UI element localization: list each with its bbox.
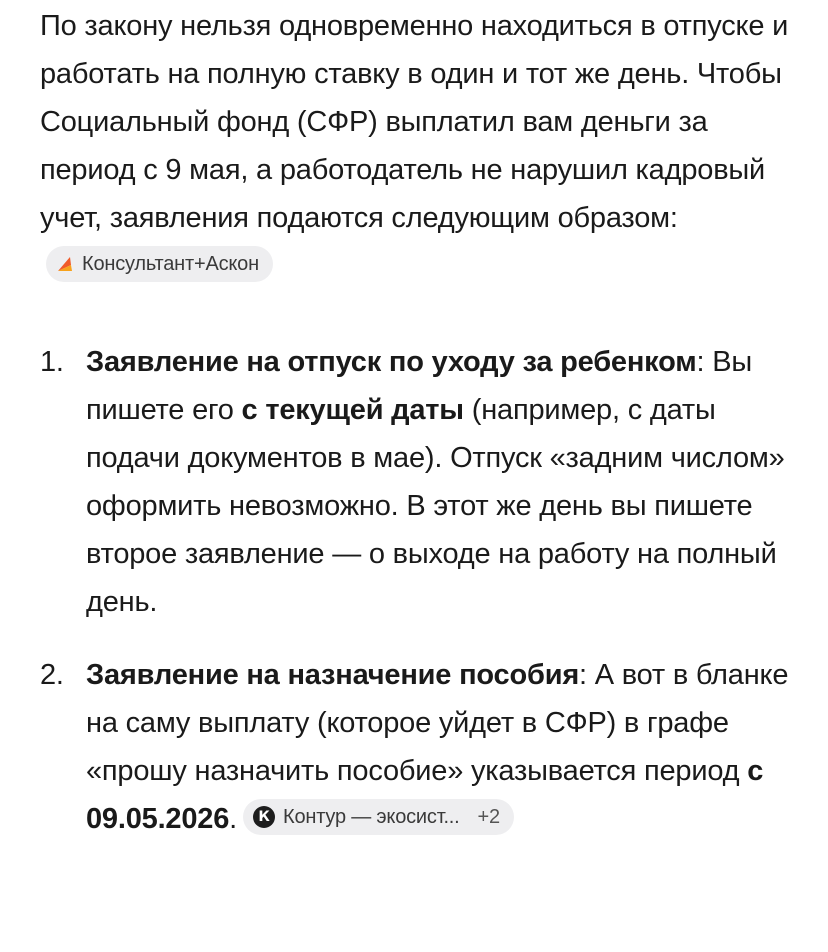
source-chip-konsultant[interactable] (46, 246, 273, 282)
source-chip-kontur[interactable] (243, 799, 514, 835)
message-content (40, 0, 800, 843)
list-item-text-tail: . (229, 803, 238, 835)
source-chip-label: Контур — экосист... (283, 806, 460, 829)
source-chip-extra-count: +2 (477, 806, 500, 829)
list-item-text: : А вот в бланке на саму выплату (которое уйдет в СФР) в графе «прошу назначить пособие» указывается период (86, 659, 789, 787)
list-item-number: 2. (40, 659, 64, 691)
list-item-emphasis: с текущей даты (241, 394, 464, 426)
steps-list (40, 338, 800, 843)
intro-text: По закону нельзя одновременно находиться в отпуске и работать на полную ставку в один и тот же день. Чтобы Социальный фонд (СФР) выплатил вам деньги за период с 9 мая, а работодатель не нарушил кадровый учет, заявления подаются следующим образом: (40, 10, 789, 234)
list-item-number: 1. (40, 346, 64, 378)
list-item-text-tail: (например, с даты подачи документов в мае). Отпуск «задним числом» оформить невозможно. В этот же день вы пишете второе заявление — о выходе на работу на полный день. (86, 394, 785, 618)
askon-logo-icon (56, 255, 74, 273)
intro-paragraph (40, 0, 800, 290)
list-item (40, 651, 800, 843)
kontur-logo-icon: К (253, 806, 275, 828)
source-chip-label: Консультант+Аскон (82, 253, 259, 276)
list-item-title: Заявление на назначение пособия (86, 659, 580, 691)
list-item-emphasis: с 09.05.2026 (86, 755, 764, 835)
list-item-text: : Вы пишете его (86, 346, 753, 426)
list-item-title: Заявление на отпуск по уходу за ребенком (86, 346, 697, 378)
list-item (40, 338, 800, 626)
